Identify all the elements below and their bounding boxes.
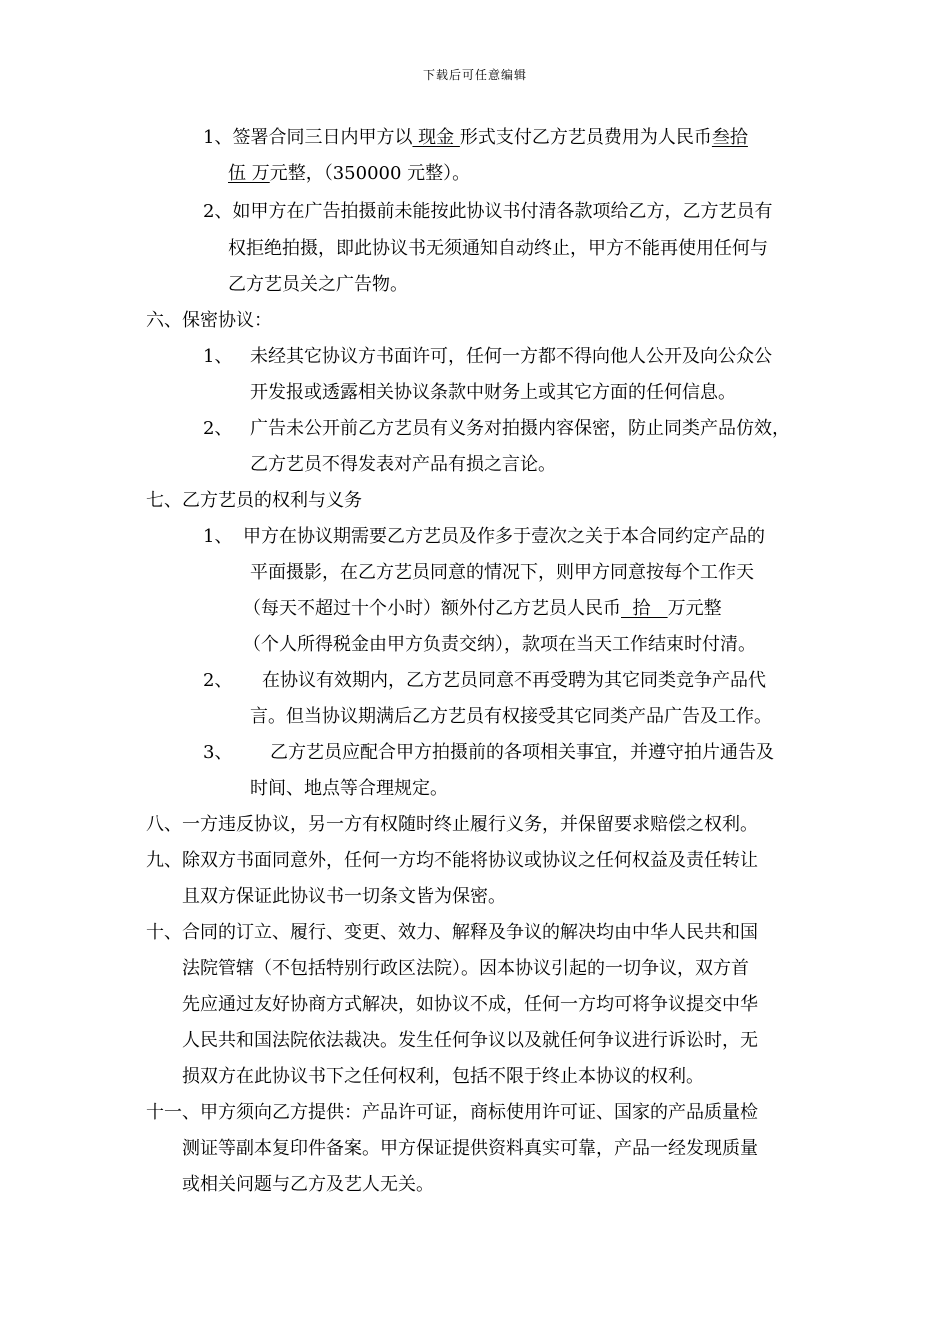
underlined-field: 叁拾 <box>711 127 748 148</box>
paragraph-line: 甲方在协议期需要乙方艺员及作多于壹次之关于本合同约定产品的 <box>243 526 765 547</box>
paragraph-line: 乙方艺员应配合甲方拍摄前的各项相关事宜，并遵守拍片通告及 <box>270 742 774 763</box>
paragraph-line: 损双方在此协议书下之任何权利，包括不限于终止本协议的权利。 <box>182 1066 704 1087</box>
underlined-field: 伍 万 <box>228 163 270 184</box>
item-number: 3、 <box>203 742 233 763</box>
paragraph-line: 平面摄影，在乙方艺员同意的情况下，则甲方同意按每个工作天 <box>250 562 754 583</box>
page-header: 下载后可任意编辑 <box>422 68 527 82</box>
paragraph-line: 测证等副本复印件备案。甲方保证提供资料真实可靠，产品一经发现质量 <box>182 1138 758 1159</box>
item-number: 2、 <box>203 670 233 691</box>
section-line: 九、除双方书面同意外，任何一方均不能将协议或协议之任何权益及责任转让 <box>146 850 758 871</box>
section-heading: 六、保密协议： <box>146 310 272 331</box>
line-fee <box>243 597 722 621</box>
paragraph-line: 在协议有效期内，乙方艺员同意不再受聘为其它同类竞争产品代 <box>262 670 766 691</box>
text: 形式支付乙方艺员费用为人民币 <box>459 127 712 148</box>
underlined-field: 现金 <box>412 127 460 148</box>
paragraph-line: 乙方艺员关之广告物。 <box>228 274 408 295</box>
paragraph-line: 先应通过友好协商方式解决，如协议不成，任何一方均可将争议提交中华 <box>182 994 758 1015</box>
section-line: 八、一方违反协议，另一方有权随时终止履行义务，并保留要求赔偿之权利。 <box>146 814 758 835</box>
paragraph-line: 乙方艺员不得发表对产品有损之言论。 <box>250 454 556 475</box>
paragraph-line: 法院管辖（不包括特别行政区法院）。因本协议引起的一切争议，双方首 <box>182 958 749 979</box>
text: 元整，（350000 元整）。 <box>269 163 471 184</box>
paragraph-line: 时间、地点等合理规定。 <box>250 778 448 799</box>
line-payment-1 <box>203 126 748 150</box>
section-line: 十一、甲方须向乙方提供：产品许可证，商标使用许可证、国家的产品质量检 <box>146 1102 758 1123</box>
paragraph-line: 言。但当协议期满后乙方艺员有权接受其它同类产品广告及工作。 <box>250 706 772 727</box>
underlined-field: 拾 <box>621 598 668 619</box>
paragraph-line: 未经其它协议方书面许可，任何一方都不得向他人公开及向公众公 <box>250 346 772 367</box>
paragraph-line: （个人所得税金由甲方负责交纳），款项在当天工作结束时付清。 <box>243 634 756 655</box>
text: （每天不超过十个小时）额外付乙方艺员人民币 <box>243 598 621 619</box>
paragraph-line: 且双方保证此协议书一切条文皆为保密。 <box>182 886 506 907</box>
text: 1、签署合同三日内甲方以 <box>203 127 413 148</box>
item-number: 1、 <box>203 526 233 547</box>
paragraph-line: 开发报或透露相关协议条款中财务上或其它方面的任何信息。 <box>250 382 736 403</box>
item-number: 2、 <box>203 418 233 439</box>
paragraph-line: 2、如甲方在广告拍摄前未能按此协议书付清各款项给乙方，乙方艺员有 <box>203 201 773 222</box>
paragraph-line: 人民共和国法院依法裁决。发生任何争议以及就任何争议进行诉讼时，无 <box>182 1030 758 1051</box>
line-payment-2 <box>228 162 470 186</box>
item-number: 1、 <box>203 346 233 367</box>
section-line: 十、合同的订立、履行、变更、效力、解释及争议的解决均由中华人民共和国 <box>146 922 758 943</box>
paragraph-line: 广告未公开前乙方艺员有义务对拍摄内容保密，防止同类产品仿效， <box>250 418 790 439</box>
section-heading: 七、乙方艺员的权利与义务 <box>146 490 362 511</box>
text: 万元整 <box>667 598 722 619</box>
paragraph-line: 权拒绝拍摄，即此协议书无须通知自动终止，甲方不能再使用任何与 <box>228 238 768 259</box>
paragraph-line: 或相关问题与乙方及艺人无关。 <box>182 1174 434 1195</box>
